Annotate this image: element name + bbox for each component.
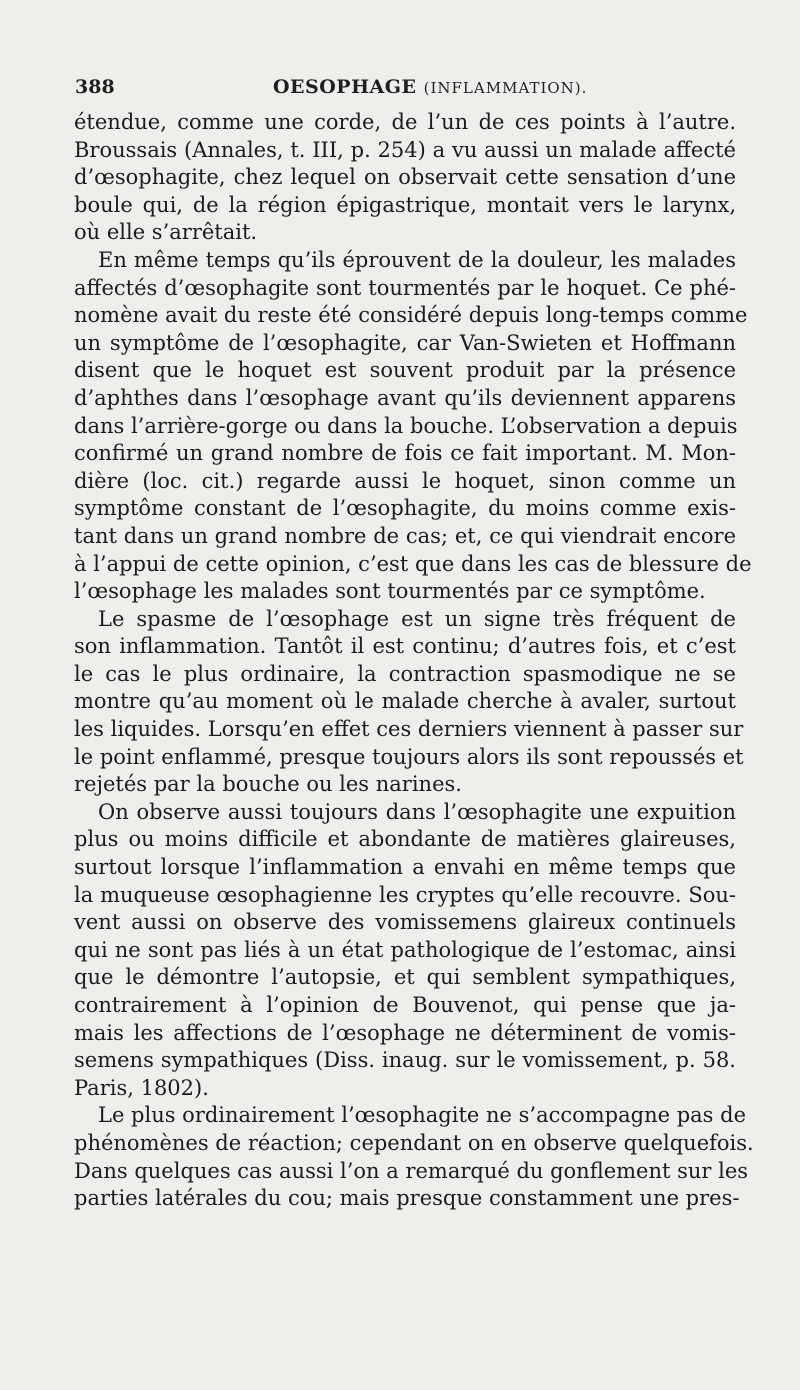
- text-line: disent que le hoquet est souvent produit par la présence: [74, 358, 736, 383]
- text-line: le cas le plus ordinaire, la contraction spasmodique ne se: [74, 661, 736, 686]
- text-line: où elle s’arrêtait.: [74, 220, 258, 245]
- body-text: [74, 109, 754, 1213]
- text-line: dans l’arrière-gorge ou dans la bouche. L’observation a depuis: [74, 413, 738, 438]
- text-line: tant dans un grand nombre de cas; et, ce qui viendrait encore: [74, 523, 736, 548]
- page-number: 388: [75, 76, 115, 98]
- text-line: montre qu’au moment où le malade cherche à avaler, surtout: [74, 689, 736, 714]
- text-line: symptôme constant de l’œsophagite, du moins comme exis-: [74, 496, 736, 521]
- text-line: contrairement à l’opinion de Bouvenot, qui pense que ja-: [74, 993, 736, 1017]
- text-line: boule qui, de la région épigastrique, montait vers le larynx,: [74, 192, 736, 217]
- text-line: rejetés par la bouche ou les narines.: [74, 772, 462, 797]
- text-line: nomène avait du reste été considéré depuis long-temps comme: [74, 303, 748, 328]
- text-line: dière (loc. cit.) regarde aussi le hoquet, sinon comme un: [74, 468, 736, 493]
- text-line: la muqueuse œsophagienne les cryptes qu’elle recouvre. Sou-: [74, 882, 736, 907]
- text-line: semens sympathiques (Diss. inaug. sur le vomissement, p. 58.: [74, 1048, 736, 1073]
- text-line: Paris, 1802).: [74, 1075, 209, 1100]
- text-line: étendue, comme une corde, de l’un de ces points à l’autre.: [74, 110, 736, 134]
- text-line: Le plus ordinairement l’œsophagite ne s’accompagne pas de: [98, 1103, 746, 1128]
- running-header: [75, 76, 735, 104]
- text-line: Broussais (Annales, t. III, p. 254) a vu aussi un malade affecté: [74, 137, 736, 162]
- text-line: plus ou moins difficile et abondante de matières glaireuses,: [74, 827, 736, 852]
- text-line: En même temps qu’ils éprouvent de la douleur, les malades: [98, 247, 736, 272]
- text-line: parties latérales du cou; mais presque constamment une pres-: [74, 1186, 740, 1211]
- text-line: vent aussi on observe des vomissemens glaireux continuels: [74, 910, 736, 935]
- text-line: un symptôme de l’œsophagite, car Van-Swieten et Hoffmann: [74, 330, 736, 355]
- text-line: d’œsophagite, chez lequel on observait cette sensation d’une: [74, 165, 736, 190]
- text-line: son inflammation. Tantôt il est continu; d’autres fois, et c’est: [74, 634, 736, 659]
- text-line: On observe aussi toujours dans l’œsophagite une expuition: [98, 799, 736, 824]
- text-line: mais les affections de l’œsophage ne déterminent de vomis-: [74, 1020, 736, 1045]
- text-line: le point enflammé, presque toujours alors ils sont repoussés et: [74, 744, 744, 769]
- text-line: que le démontre l’autopsie, et qui semblent sympathiques,: [74, 965, 736, 990]
- text-line: confirmé un grand nombre de fois ce fait important. M. Mon-: [74, 441, 736, 466]
- text-line: l’œsophage les malades sont tourmentés par ce symptôme.: [74, 579, 706, 604]
- text-line: à l’appui de cette opinion, c’est que dans les cas de blessure de: [74, 551, 752, 576]
- running-title-main: OESOPHAGE: [273, 76, 417, 98]
- text-line: phénomènes de réaction; cependant on en observe quelquefois.: [74, 1130, 754, 1155]
- text-line: surtout lorsque l’inflammation a envahi en même temps que: [74, 855, 736, 880]
- running-title: [273, 76, 587, 98]
- text-line: Dans quelques cas aussi l’on a remarqué du gonflement sur les: [74, 1158, 749, 1183]
- text-line: les liquides. Lorsqu’en effet ces derniers viennent à passer sur: [74, 717, 744, 742]
- text-line: affectés d’œsophagite sont tourmentés par le hoquet. Ce phé-: [74, 275, 736, 300]
- text-line: d’aphthes dans l’œsophage avant qu’ils deviennent apparens: [74, 385, 736, 410]
- text-line: Le spasme de l’œsophage est un signe très fréquent de: [98, 606, 736, 631]
- text-line: qui ne sont pas liés à un état pathologique de l’estomac, ainsi: [74, 937, 736, 962]
- running-title-sub: (INFLAMMATION).: [423, 79, 588, 97]
